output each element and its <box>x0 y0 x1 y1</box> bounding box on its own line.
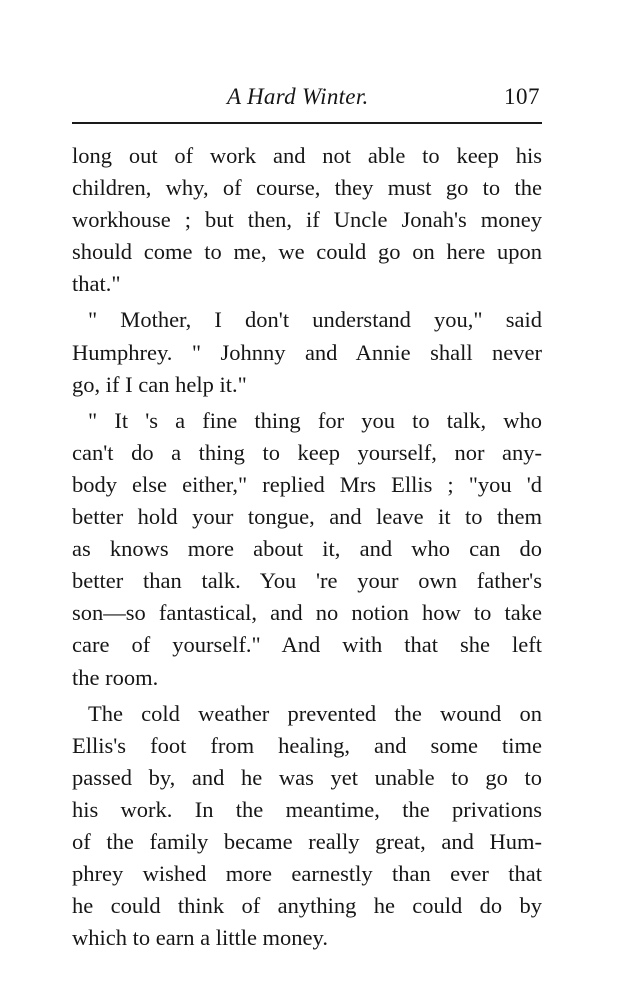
paragraph <box>72 140 542 300</box>
text-line: The cold weather prevented the wound on <box>88 700 542 726</box>
text-line: care of yourself." And with that she left <box>72 632 542 658</box>
text-line: of the family became really great, and Hum- <box>72 828 542 854</box>
text-line: his work. In the meantime, the privations <box>72 796 542 822</box>
text-line: which to earn a little money. <box>72 925 328 951</box>
paragraph <box>72 304 542 400</box>
paragraph <box>72 405 542 694</box>
text-line: phrey wished more earnestly than ever that <box>72 861 542 887</box>
paragraph <box>72 698 542 955</box>
text-line: passed by, and he was yet unable to go to <box>72 764 542 790</box>
body-text <box>72 140 542 954</box>
text-line: should come to me, we could go on here upon <box>72 239 542 265</box>
text-line: the room. <box>72 664 159 690</box>
page-header <box>72 84 542 118</box>
text-line: " Mother, I don't understand you," said <box>88 307 542 333</box>
text-line: body else either," replied Mrs Ellis ; "you 'd <box>72 471 542 497</box>
text-line: better than talk. You 're your own father's <box>72 568 542 594</box>
text-line: Humphrey. " Johnny and Annie shall never <box>72 339 542 365</box>
text-line: long out of work and not able to keep his <box>72 143 542 168</box>
header-rule <box>72 122 542 124</box>
running-title: A Hard Winter. <box>227 84 369 109</box>
text-line: that." <box>72 271 121 297</box>
text-line: can't do a thing to keep yourself, nor any- <box>72 439 542 465</box>
text-line: go, if I can help it." <box>72 371 247 397</box>
page-number: 107 <box>504 84 540 109</box>
text-line: as knows more about it, and who can do <box>72 536 542 562</box>
text-line: better hold your tongue, and leave it to them <box>72 504 542 530</box>
text-line: workhouse ; but then, if Uncle Jonah's money <box>72 207 542 233</box>
text-line: children, why, of course, they must go to the <box>72 175 542 201</box>
text-line: son—so fantastical, and no notion how to take <box>72 600 542 626</box>
text-line: Ellis's foot from healing, and some time <box>72 732 542 758</box>
text-line: " It 's a fine thing for you to talk, who <box>88 407 542 433</box>
text-line: he could think of anything he could do by <box>72 893 542 919</box>
